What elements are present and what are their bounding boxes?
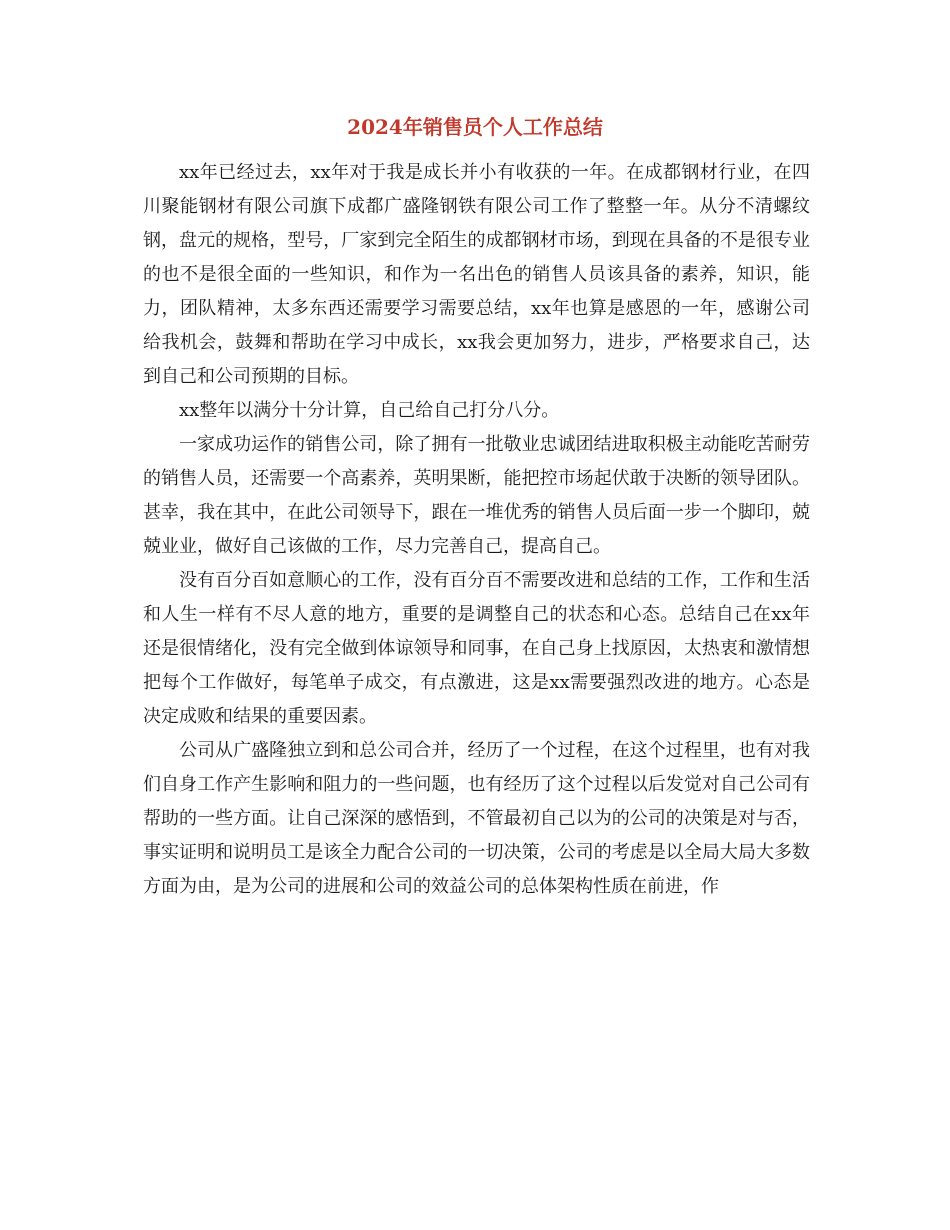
document-body: [143, 156, 810, 904]
paragraph-4: 没有百分百如意顺心的工作，没有百分百不需要改进和总结的工作，工作和生活和人生一样有不尽人意的地方，重要的是调整自己的状态和心态。总结自己在xx年还是很情绪化，没有完全做到体谅领导和同事，在自己身上找原因，太热衷和激情想把每个工作做好，每笔单子成交，有点激进，这是xx需要强烈改进的地方。心态是决定成败和结果的重要因素。: [143, 570, 810, 727]
paragraph-2: xx整年以满分十分计算，自己给自己打分八分。: [179, 400, 560, 421]
paragraph-1: xx年已经过去，xx年对于我是成长并小有收获的一年。在成都钢材行业，在四川聚能钢材有限公司旗下成都广盛隆钢铁有限公司工作了整整一年。从分不清螺纹钢，盘元的规格，型号，厂家到完全陌生的成都钢材市场，到现在具备的不是很专业的也不是很全面的一些知识，和作为一名出色的销售人员该具备的素养，知识，能力，团队精神，太多东西还需要学习需要总结，xx年也算是感恩的一年，感谢公司给我机会，鼓舞和帮助在学习中成长，xx我会更加努力，进步，严格要求自己，达到自己和公司预期的目标。: [143, 162, 810, 387]
paragraph-3: 一家成功运作的销售公司，除了拥有一批敬业忠诚团结进取积极主动能吃苦耐劳的销售人员，还需要一个高素养，英明果断，能把控市场起伏敢于决断的领导团队。甚幸，我在其中，在此公司领导下，跟在一堆优秀的销售人员后面一步一个脚印，兢兢业业，做好自己该做的工作，尽力完善自己，提高自己。: [143, 434, 810, 557]
document-title: 2024年销售员个人工作总结: [347, 115, 603, 139]
paragraph-5: 公司从广盛隆独立到和总公司合并，经历了一个过程，在这个过程里，也有对我们自身工作产生影响和阻力的一些问题，也有经历了这个过程以后发觉对自己公司有帮助的一些方面。让自己深深的感悟到，不管最初自己以为的公司的决策是对与否，事实证明和说明员工是该全力配合公司的一切决策，公司的考虑是以全局大局大多数方面为由，是为公司的进展和公司的效益公司的总体架构性质在前进，作: [143, 740, 810, 897]
